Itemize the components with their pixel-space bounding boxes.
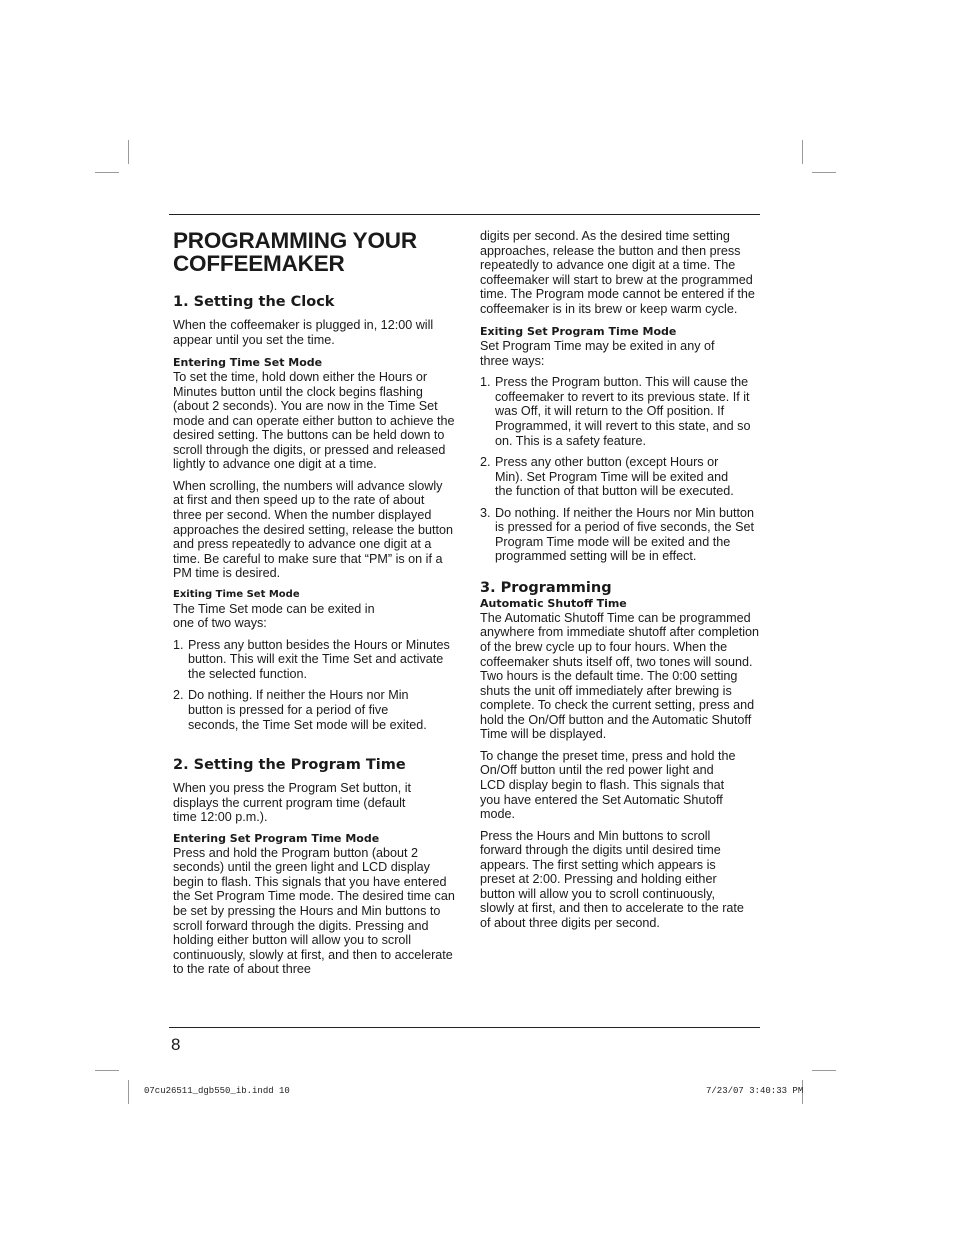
bottom-rule xyxy=(169,1027,760,1028)
list-number: 2. xyxy=(480,455,491,470)
file-slug: 07cu26511_dgb550_ib.indd 10 xyxy=(144,1086,290,1096)
subheading: Exiting Time Set Mode xyxy=(173,588,300,600)
paragraph: Press and hold the Program button (about 2 seconds) until the green light and LCD display begin to flash. This signals that you have entered the Set Program Time mode. The desired time can be set by pressing the Hours and Min buttons to scroll forward through the digits. Pressing and holding either button will allow you to scroll continuously, slowly at first, and then to accelerate to the rate of about three xyxy=(173,845,455,977)
list-number: 3. xyxy=(480,505,491,520)
subheading: Automatic Shutoff Time xyxy=(480,596,627,610)
crop-mark xyxy=(95,1070,119,1071)
list-item xyxy=(480,455,760,499)
page-title: PROGRAMMING YOUR COFFEEMAKER xyxy=(173,228,417,276)
paragraph: To change the preset time, press and hold the On/Off button until the red power light and LCD display begin to flash. This signals that you have entered the Set Automatic Shutoff mode. xyxy=(480,748,736,822)
section-heading-clock: 1. Setting the Clock xyxy=(173,294,335,310)
list-text: Press any other button (except Hours or Min). Set Program Time will be exited and the function of that button will be executed. xyxy=(495,455,734,499)
crop-mark xyxy=(812,1070,836,1071)
crop-mark xyxy=(95,172,119,173)
paragraph: Press the Hours and Min buttons to scroll forward through the digits until desired time appears. The first setting which appears is preset at 2:00. Pressing and holding either button will allow you to scroll continuously, slowly at first, and then to accelerate to the rate of about three digits per second. xyxy=(480,828,744,930)
list-number: 2. xyxy=(173,688,184,703)
right-column xyxy=(480,229,760,930)
list-number: 1. xyxy=(173,637,184,652)
page-number: 8 xyxy=(171,1035,181,1054)
paragraph: Set Program Time may be exited in any of three ways: xyxy=(480,339,715,368)
subheading: Exiting Set Program Time Mode xyxy=(480,325,677,339)
subheading: Entering Time Set Mode xyxy=(173,356,323,370)
crop-mark xyxy=(802,140,803,164)
list-number: 1. xyxy=(480,375,491,390)
section-heading-program-time: 2. Setting the Program Time xyxy=(173,757,406,774)
list-item xyxy=(480,506,760,564)
list-item xyxy=(173,688,455,732)
section-heading-programming: 3. Programming xyxy=(480,579,612,596)
crop-mark xyxy=(812,172,836,173)
list-item xyxy=(173,638,455,682)
list-item xyxy=(480,375,760,448)
paragraph: digits per second. As the desired time setting approaches, release the button and then press repeatedly to advance one digit at a time. The coffeemaker will start to brew at the programmed time. The Program mode cannot be entered if the coffeemaker is in its brew or keep warm cycle. xyxy=(480,229,755,316)
top-rule xyxy=(169,214,760,215)
timestamp-slug: 7/23/07 3:40:33 PM xyxy=(706,1086,804,1096)
paragraph: The Time Set mode can be exited in one of two ways: xyxy=(173,601,375,631)
paragraph: When you press the Program Set button, it displays the current program time (default time 12:00 p.m.). xyxy=(173,781,412,825)
paragraph: When the coffeemaker is plugged in, 12:00 will appear until you set the time. xyxy=(173,318,434,347)
list-text: Do nothing. If neither the Hours nor Min button is pressed for a period of five seconds, the Time Set mode will be exited. xyxy=(188,688,427,732)
crop-mark xyxy=(128,1080,129,1104)
list-text: Do nothing. If neither the Hours nor Min button is pressed for a period of five seconds, the Set Program Time mode will be exited and the programmed setting will be in effect. xyxy=(495,505,755,564)
crop-mark xyxy=(128,140,129,164)
paragraph: When scrolling, the numbers will advance slowly at first and then speed up to the rate of about three per second. When the number displayed approaches the desired setting, release the button and press repeatedly to advance one digit at a time. Be careful to make sure that “PM” is on if a PM time is desired. xyxy=(173,478,454,581)
left-column xyxy=(173,229,455,977)
list-text: Press the Program button. This will cause the coffeemaker to revert to its previous state. If it was Off, it will return to the Off position. If Programmed, it will revert to this state, and so on. This is a safety feature. xyxy=(495,375,751,448)
paragraph: To set the time, hold down either the Hours or Minutes button until the clock begins flashing (about 2 seconds). You are now in the Time Set mode and can operate either button to achieve the desired setting. The buttons can be held down to scroll through the digits, or pressed and released lightly to advance one digit at a time. xyxy=(173,370,455,472)
subheading: Entering Set Program Time Mode xyxy=(173,831,380,845)
paragraph: The Automatic Shutoff Time can be programmed anywhere from immediate shutoff after completion of the brew cycle up to four hours. When the coffeemaker shuts itself off, two tones will sound. Two hours is the default time. The 0:00 setting shuts the unit off immediately after brewing is complete. To check the current setting, press and hold the On/Off button and the Automatic Shutoff Time will be displayed. xyxy=(480,610,760,742)
list-text: Press any button besides the Hours or Minutes button. This will exit the Time Set and activate the selected function. xyxy=(188,637,450,681)
